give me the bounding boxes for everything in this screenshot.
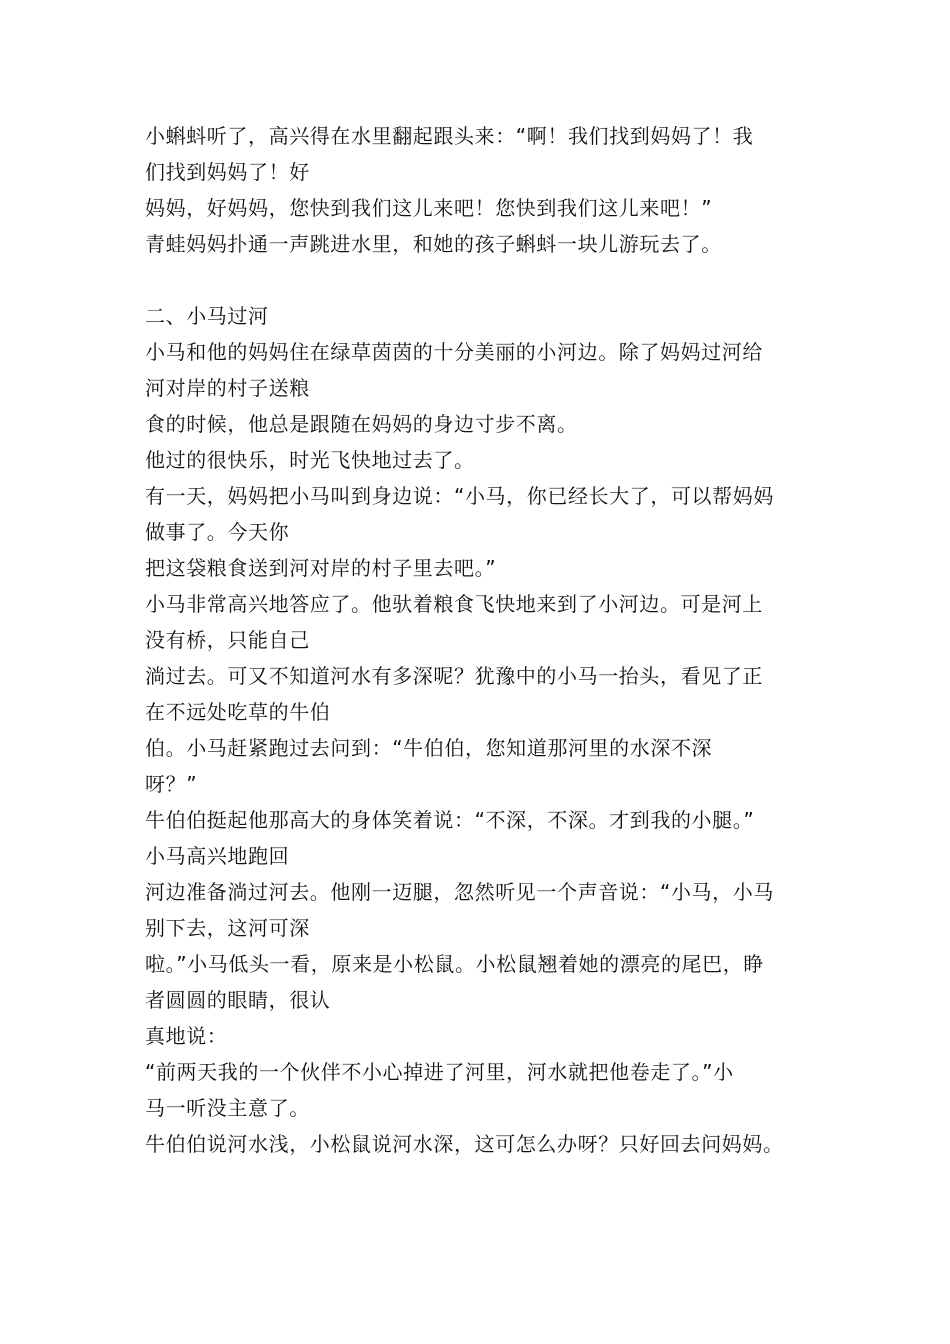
text-line: 真地说： <box>145 1024 228 1048</box>
text-line: 妈妈，好妈妈，您快到我们这儿来吧！您快到我们这儿来吧！” <box>145 196 713 220</box>
text-line: 河边准备淌过河去。他刚一迈腿，忽然听见一个声音说：“小马，小马 <box>145 880 774 904</box>
section-title: 二、小马过河 <box>145 304 269 328</box>
text-line: 没有桥，只能自己 <box>145 628 310 652</box>
text-line: 小马和他的妈妈住在绿草茵茵的十分美丽的小河边。除了妈妈过河给 <box>145 340 763 364</box>
text-line: 河对岸的村子送粮 <box>145 376 310 400</box>
text-line: 牛伯伯挺起他那高大的身体笑着说：“不深，不深。才到我的小腿。” <box>145 808 755 832</box>
text-line: 把这袋粮食送到河对岸的村子里去吧。” <box>145 556 497 580</box>
text-line: 马一听没主意了。 <box>145 1096 310 1120</box>
text-line: 伯。小马赶紧跑过去问到：“牛伯伯，您知道那河里的水深不深 <box>145 736 713 760</box>
text-line: “前两天我的一个伙伴不小心掉进了河里，河水就把他卷走了。”小 <box>145 1060 734 1084</box>
text-line: 小马非常高兴地答应了。他驮着粮食飞快地来到了小河边。可是河上 <box>145 592 763 616</box>
text-line: 淌过去。可又不知道河水有多深呢？犹豫中的小马一抬头，看见了正 <box>145 664 763 688</box>
text-line: 小蝌蚪听了，高兴得在水里翻起跟头来：“啊！我们找到妈妈了！我 <box>145 124 754 148</box>
text-line: 在不远处吃草的牛伯 <box>145 700 331 724</box>
text-line: 他过的很快乐，时光飞快地过去了。 <box>145 448 475 472</box>
text-line: 啦。”小马低头一看，原来是小松鼠。小松鼠翘着她的漂亮的尾巴，睁 <box>145 952 764 976</box>
document-body <box>145 118 835 1162</box>
text-line: 牛伯伯说河水浅，小松鼠说河水深，这可怎么办呀？只好回去问妈妈。 <box>145 1132 784 1156</box>
text-line: 小马高兴地跑回 <box>145 844 290 868</box>
text-line: 者圆圆的眼睛，很认 <box>145 988 331 1012</box>
paragraph-gap <box>145 262 835 298</box>
text-line: 食的时候，他总是跟随在妈妈的身边寸步不离。 <box>145 412 578 436</box>
text-line: 们找到妈妈了！好 <box>145 160 310 184</box>
text-line: 青蛙妈妈扑通一声跳进水里，和她的孩子蝌蚪一块儿游玩去了。 <box>145 232 722 256</box>
text-line: 做事了。今天你 <box>145 520 290 544</box>
text-line: 别下去，这河可深 <box>145 916 310 940</box>
text-line: 呀？” <box>145 772 198 796</box>
text-line: 有一天，妈妈把小马叫到身边说：“小马，你已经长大了，可以帮妈妈 <box>145 484 774 508</box>
